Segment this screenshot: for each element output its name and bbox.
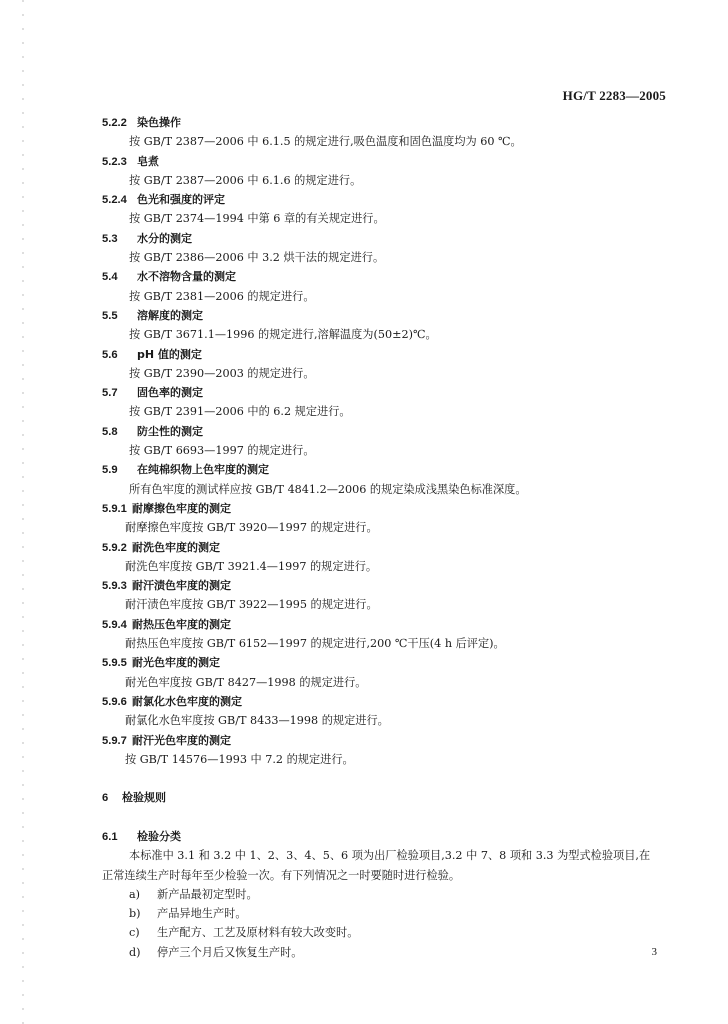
section-heading: [102, 383, 667, 402]
list-item-text: 新产品最初定型时。: [157, 887, 258, 901]
list-item: [102, 904, 667, 923]
section-number: 5.7: [102, 387, 118, 400]
list-marker: a): [129, 887, 141, 901]
chapter-heading: [102, 788, 667, 807]
list-marker: c): [129, 926, 140, 940]
spacer: [102, 808, 667, 827]
section-heading: [102, 152, 667, 171]
section-title: 皂煮: [137, 154, 159, 168]
section-heading: [102, 422, 667, 441]
section-title: 耐汗渍色牢度的测定: [132, 579, 231, 593]
section-heading: [102, 827, 667, 846]
section-heading: [102, 731, 667, 750]
section-heading: [102, 692, 667, 711]
section-number: 5.9.7: [102, 734, 127, 747]
standard-code: HG/T 2283—2005: [562, 88, 666, 103]
section-title: 耐洗色牢度的测定: [132, 540, 220, 554]
section-heading: [102, 113, 667, 132]
spacer: [102, 769, 667, 788]
section-number: 5.9.3: [102, 580, 127, 593]
body-text: 按 GB/T 2387—2006 中 6.1.6 的规定进行。: [129, 173, 362, 187]
section-title: 检验分类: [137, 829, 181, 843]
list-marker: d): [129, 945, 141, 959]
section-number: 5.2.3: [102, 155, 127, 168]
section-number: 6: [102, 792, 109, 805]
section-number: 5.5: [102, 309, 118, 322]
section-title: 耐汗光色牢度的测定: [132, 733, 231, 747]
scan-margin-marks: [22, 0, 24, 1024]
section-title: 水分的测定: [137, 231, 192, 245]
section-number: 5.2.4: [102, 194, 127, 207]
body-text: 耐摩擦色牢度按 GB/T 3920—1997 的规定进行。: [125, 521, 378, 535]
body-text: 按 GB/T 14576—1993 中 7.2 的规定进行。: [125, 752, 354, 766]
section-title: 检验规则: [122, 791, 166, 805]
section-title: 耐氯化水色牢度的测定: [132, 694, 242, 708]
section-number: 5.2.2: [102, 117, 127, 129]
body-text: 按 GB/T 2374—1994 中第 6 章的有关规定进行。: [129, 212, 385, 226]
body-text: 耐汗渍色牢度按 GB/T 3922—1995 的规定进行。: [125, 598, 378, 612]
section-heading: [102, 229, 667, 248]
section-heading: [102, 345, 667, 364]
section-number: 5.9.4: [102, 618, 127, 631]
section-number: 5.9: [102, 464, 118, 477]
body-text: 按 GB/T 6693—1997 的规定进行。: [129, 444, 315, 458]
document-body: [102, 113, 667, 962]
body-text: 按 GB/T 2390—2003 的规定进行。: [129, 366, 315, 380]
section-title: 水不溶物含量的测定: [137, 270, 236, 284]
section-title: 染色操作: [137, 116, 181, 129]
section-number: 5.9.2: [102, 541, 127, 554]
body-text: 耐光色牢度按 GB/T 8427—1998 的规定进行。: [125, 675, 367, 689]
section-heading: [102, 190, 667, 209]
section-heading: [102, 538, 667, 557]
section-title: 防尘性的测定: [137, 424, 203, 438]
list-marker: b): [129, 907, 141, 921]
section-heading: [102, 653, 667, 672]
list-item-text: 产品异地生产时。: [157, 907, 247, 921]
body-text: 按 GB/T 2387—2006 中 6.1.5 的规定进行,吸色温度和固色温度均为 60 ℃。: [129, 135, 522, 149]
body-text: 本标准中 3.1 和 3.2 中 1、2、3、4、5、6 项为出厂检验项目,3.2 中 7、8 项和 3.3 为型式检验项目,在: [129, 849, 651, 863]
section-heading: [102, 306, 667, 325]
section-number: 5.9.5: [102, 657, 127, 670]
section-heading: [102, 499, 667, 518]
section-heading: [102, 576, 667, 595]
section-title: pH 值的测定: [137, 347, 202, 361]
section-number: 5.6: [102, 348, 118, 361]
section-title: 耐光色牢度的测定: [132, 656, 220, 670]
list-item: [102, 885, 667, 904]
body-text: 按 GB/T 2386—2006 中 3.2 烘干法的规定进行。: [129, 251, 385, 265]
list-item: [102, 943, 667, 962]
section-title: 色光和强度的评定: [137, 193, 225, 207]
body-text: 按 GB/T 3671.1—1996 的规定进行,溶解温度为(50±2)℃。: [129, 328, 437, 342]
section-number: 5.9.6: [102, 695, 127, 708]
list-item-text: 生产配方、工艺及原材料有较大改变时。: [157, 926, 359, 940]
section-title: 固色率的测定: [137, 386, 203, 400]
list-item: [102, 923, 667, 942]
body-text: 按 GB/T 2391—2006 中的 6.2 规定进行。: [129, 405, 351, 419]
section-number: 5.4: [102, 271, 118, 284]
body-text: 耐洗色牢度按 GB/T 3921.4—1997 的规定进行。: [125, 559, 378, 573]
section-number: 5.9.1: [102, 502, 127, 515]
body-text: 按 GB/T 2381—2006 的规定进行。: [129, 289, 315, 303]
list-item-text: 停产三个月后又恢复生产时。: [157, 945, 303, 959]
body-text: 耐热压色牢度按 GB/T 6152—1997 的规定进行,200 ℃干压(4 h 后评定)。: [125, 637, 505, 651]
section-title: 溶解度的测定: [137, 308, 203, 322]
body-text: 所有色牢度的测试样应按 GB/T 4841.2—2006 的规定染成浅黑染色标准深度。: [129, 482, 527, 496]
page-number: 3: [651, 946, 657, 958]
section-title: 耐热压色牢度的测定: [132, 617, 231, 631]
section-number: 6.1: [102, 830, 118, 843]
section-heading: [102, 460, 667, 479]
section-title: 耐摩擦色牢度的测定: [132, 501, 231, 515]
section-number: 5.8: [102, 425, 118, 438]
body-text: 耐氯化水色牢度按 GB/T 8433—1998 的规定进行。: [125, 714, 389, 728]
section-heading: [102, 267, 667, 286]
body-text: 正常连续生产时每年至少检验一次。有下列情况之一时要随时进行检验。: [102, 868, 461, 882]
section-heading: [102, 615, 667, 634]
section-title: 在纯棉织物上色牢度的测定: [137, 463, 269, 477]
section-number: 5.3: [102, 232, 118, 245]
